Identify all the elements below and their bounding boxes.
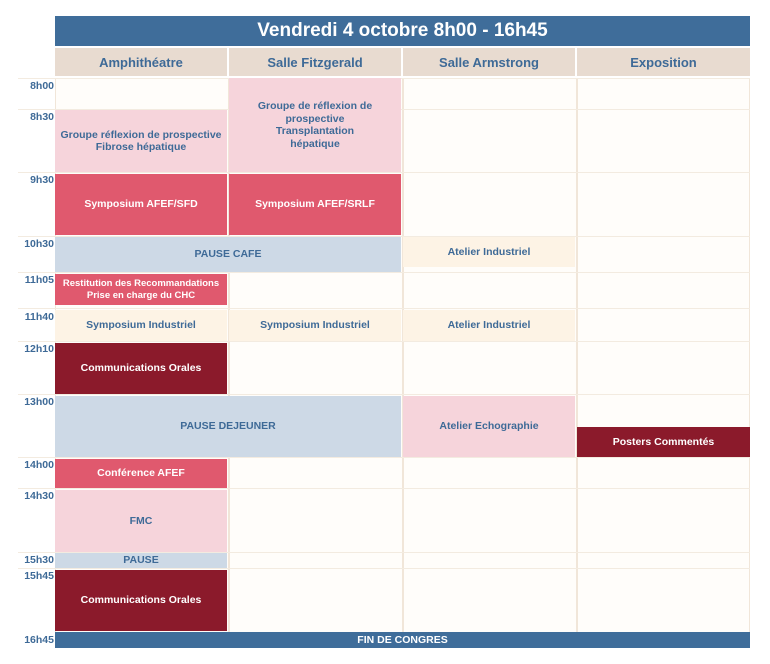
grid-line bbox=[18, 272, 750, 273]
session-label: Atelier Echographie bbox=[439, 420, 539, 433]
session-label: Atelier Industriel bbox=[447, 319, 531, 332]
session-label: Groupe réflexion de prospective Fibrose hépatique bbox=[60, 128, 222, 153]
end-label: FIN DE CONGRES bbox=[357, 634, 448, 646]
session-block[interactable] bbox=[55, 343, 227, 394]
session-block[interactable] bbox=[403, 396, 575, 457]
session-label: Atelier Industriel bbox=[447, 245, 531, 258]
session-block[interactable] bbox=[55, 174, 227, 235]
session-label: Symposium AFEF/SFD bbox=[84, 198, 198, 211]
time-label: 14h00 bbox=[24, 459, 54, 471]
session-block[interactable] bbox=[55, 310, 227, 341]
time-label: 8h00 bbox=[30, 80, 54, 92]
session-label: Symposium Industriel bbox=[86, 319, 196, 332]
page-title bbox=[55, 16, 750, 46]
time-label: 15h45 bbox=[24, 570, 54, 582]
break-block bbox=[55, 396, 401, 457]
session-block[interactable] bbox=[577, 427, 750, 457]
session-label: Posters Commentés bbox=[612, 435, 715, 448]
session-block[interactable] bbox=[229, 78, 401, 172]
break-label: PAUSE DEJEUNER bbox=[180, 420, 276, 433]
time-label: 11h05 bbox=[24, 274, 54, 286]
room-label: Salle Fitzgerald bbox=[267, 54, 363, 70]
grid-line bbox=[18, 172, 750, 173]
session-block[interactable] bbox=[403, 237, 575, 267]
time-label: 14h30 bbox=[24, 490, 54, 502]
break-label: PAUSE bbox=[123, 554, 159, 567]
session-label: Communications Orales bbox=[80, 362, 202, 375]
column-background bbox=[577, 78, 750, 632]
session-block[interactable] bbox=[229, 310, 401, 341]
session-label: Communications Orales bbox=[80, 594, 202, 607]
room-label: Salle Armstrong bbox=[439, 54, 539, 70]
time-label: 10h30 bbox=[24, 238, 54, 250]
page-title-text: Vendredi 4 octobre 8h00 - 16h45 bbox=[257, 20, 548, 41]
time-label: 16h45 bbox=[24, 634, 54, 646]
session-block[interactable] bbox=[229, 174, 401, 235]
break-block bbox=[55, 553, 227, 568]
time-label: 12h10 bbox=[24, 343, 54, 355]
time-label: 9h30 bbox=[30, 174, 54, 186]
time-label: 11h40 bbox=[24, 311, 54, 323]
grid-line bbox=[18, 394, 750, 395]
grid-line bbox=[18, 308, 750, 309]
column-background bbox=[403, 78, 577, 632]
session-label: Conférence AFEF bbox=[97, 467, 185, 480]
session-block[interactable] bbox=[55, 490, 227, 552]
break-label: PAUSE CAFE bbox=[194, 248, 262, 261]
session-label: Symposium Industriel bbox=[260, 319, 370, 332]
time-label: 13h00 bbox=[24, 396, 54, 408]
room-header-fitzgerald bbox=[229, 48, 401, 76]
session-block[interactable] bbox=[55, 110, 227, 172]
grid-line bbox=[18, 457, 750, 458]
grid-line bbox=[18, 568, 750, 569]
room-label: Exposition bbox=[630, 54, 697, 70]
room-header-exposition bbox=[577, 48, 750, 76]
break-block bbox=[55, 237, 401, 272]
grid-line bbox=[18, 488, 750, 489]
session-block[interactable] bbox=[55, 274, 227, 305]
session-block[interactable] bbox=[403, 310, 575, 341]
session-label: Restitution des Recommandations Prise en charge du CHC bbox=[62, 277, 220, 301]
grid-line bbox=[18, 341, 750, 342]
time-label: 15h30 bbox=[24, 554, 54, 566]
session-block[interactable] bbox=[55, 459, 227, 488]
time-label: 8h30 bbox=[30, 111, 54, 123]
end-of-congress-bar bbox=[55, 632, 750, 648]
session-label: Groupe de réflexion de prospective Transplantation hépatique bbox=[257, 100, 373, 150]
session-label: Symposium AFEF/SRLF bbox=[255, 198, 375, 211]
session-label: FMC bbox=[129, 514, 153, 527]
room-header-amphitheatre bbox=[55, 48, 227, 76]
room-header-armstrong bbox=[403, 48, 575, 76]
session-block[interactable] bbox=[55, 570, 227, 631]
room-label: Amphithéatre bbox=[99, 54, 183, 70]
